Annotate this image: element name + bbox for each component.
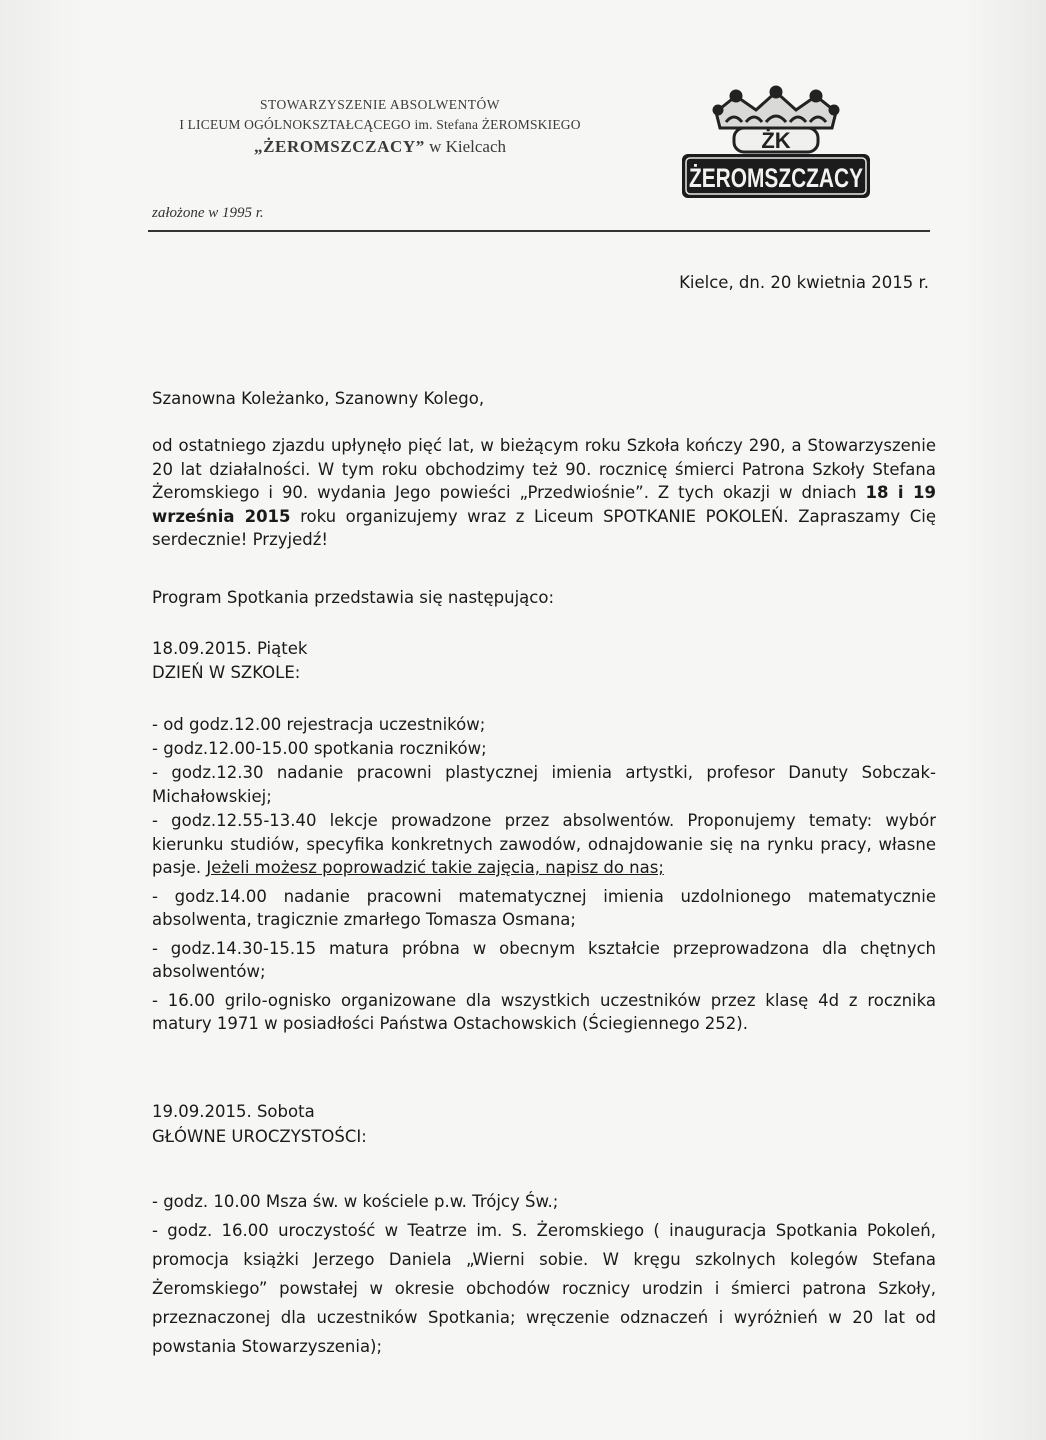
association-name: „ŻEROMSZCZACY” bbox=[253, 137, 425, 156]
day1-program-list bbox=[152, 713, 936, 1036]
letterhead bbox=[150, 95, 610, 160]
logo-name-text: ŻEROMSZCZACY bbox=[689, 163, 863, 193]
salutation: Szanowna Koleżanko, Szanowny Kolego, bbox=[152, 389, 485, 408]
list-item: - godz. 10.00 Msza św. w kościele p.w. Trójcy Św.; bbox=[152, 1192, 559, 1211]
intro-text-1: od ostatniego zjazdu upłynęło pięć lat, w bieżącym roku Szkoła kończy 290, a Stowarzyszenie 20 lat działalności. W tym roku obchodzimy też 90. rocznicę śmierci Patrona Szkoły Stefana Żeromskiego i 90. wydania Jego powieści „Przedwiośnie”. Z tych okazji w dniach bbox=[152, 436, 936, 502]
header-divider bbox=[148, 230, 930, 232]
list-item: - 16.00 grilo-ognisko organizowane dla wszystkich uczestników przez klasę 4d z rocznika matury 1971 w posiadłości Państwa Ostachowskich (Ściegiennego 252). bbox=[152, 990, 936, 1033]
list-item: - godz.14.00 nadanie pracowni matematycznej imienia uzdolnionego matematycznie absolwenta, tragicznie zmarłego Tomasza Osmana; bbox=[152, 886, 936, 929]
list-item: - godz. 16.00 uroczystość w Teatrze im. S. Żeromskiego ( inauguracja Spotkania Pokoleń, promocja książki Jerzego Daniela „Wierni sobie. W kręgu szkolnych kolegów Stefana Żeromskiego” powstałej w okresie obchodów rocznicy urodzin i śmierci patrona Szkoły, przeznaczonej dla uczestników Spotkania; wręczenie odznaczeń i wyróżnień w 20 lat od powstania Stowarzyszenia); bbox=[152, 1221, 936, 1356]
day2-title: GŁÓWNE UROCZYSTOŚCI: bbox=[152, 1127, 367, 1146]
crown-icon bbox=[714, 87, 838, 128]
letterhead-line-2: I LICEUM OGÓLNOKSZTAŁCĄCEGO im. Stefana ŻEROMSKIEGO bbox=[179, 117, 581, 132]
day1-title: DZIEŃ W SZKOLE: bbox=[152, 663, 301, 682]
volunteer-request: Jeżeli możesz poprowadzić takie zajęcia, napisz do nas; bbox=[206, 858, 664, 877]
letterhead-line-3 bbox=[150, 134, 610, 160]
day2-program-list bbox=[152, 1187, 936, 1361]
day1-date: 18.09.2015. Piątek bbox=[152, 639, 308, 658]
day2-date: 19.09.2015. Sobota bbox=[152, 1102, 315, 1121]
letter-date: Kielce, dn. 20 kwietnia 2015 r. bbox=[679, 273, 929, 292]
association-logo bbox=[676, 82, 876, 210]
founded-note: założone w 1995 r. bbox=[152, 205, 264, 221]
program-intro: Program Spotkania przedstawia się następująco: bbox=[152, 588, 555, 607]
list-item: - od godz.12.00 rejestracja uczestników; bbox=[152, 715, 486, 734]
emblem-initials: ŻK bbox=[761, 128, 791, 153]
event-dates: 18 i 19 września 2015 bbox=[152, 483, 936, 526]
list-item bbox=[152, 809, 936, 880]
letterhead-line-1: STOWARZYSZENIE ABSOLWENTÓW bbox=[259, 97, 501, 112]
intro-text-2: roku organizujemy wraz z Liceum SPOTKANIE POKOLEŃ. Zapraszamy Cię serdecznie! Przyjedź! bbox=[152, 506, 937, 549]
intro-paragraph bbox=[152, 434, 936, 552]
list-item: - godz.12.00-15.00 spotkania roczników; bbox=[152, 738, 487, 758]
list-item-text: - godz.12.55-13.40 lekcje prowadzone przez absolwentów. Proponujemy tematy: wybór kierunku studiów, specyfika konkretnych zawodów, odnajdowanie się na rynku pracy, własne pasje. bbox=[152, 811, 936, 877]
list-item: - godz.14.30-15.15 matura próbna w obecnym kształcie przeprowadzona dla chętnych absolwentów; bbox=[152, 938, 936, 981]
list-item: - godz.12.30 nadanie pracowni plastycznej imienia artystki, profesor Danuty Sobczak-Michałowskiej; bbox=[152, 763, 936, 806]
association-city: w Kielcach bbox=[424, 137, 507, 156]
